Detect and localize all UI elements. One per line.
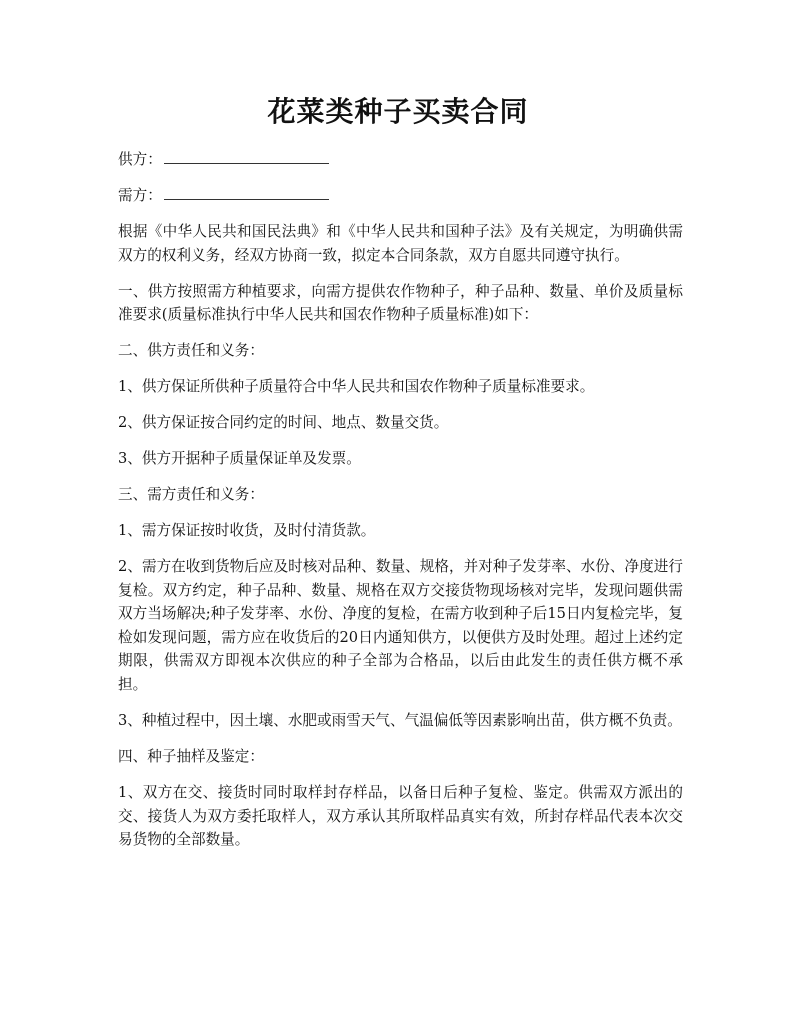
supplier-field xyxy=(118,148,683,172)
section-3-item-1: 1、需方保证按时收货，及时付清货款。 xyxy=(118,522,376,540)
section-2-heading: 二、供方责任和义务： xyxy=(118,342,264,360)
section-3-heading: 三、需方责任和义务： xyxy=(118,486,264,504)
section-4-item-1: 1、双方在交、接货时同时取样封存样品，以备日后种子复检、鉴定。供需双方派出的交、接货人为双方委托取样人，双方承认其所取样品真实有效，所封存样品代表本次交易货物的全部数量。 xyxy=(118,783,683,849)
buyer-label: 需方： xyxy=(118,186,162,204)
preamble-paragraph: 根据《中华人民共和国民法典》和《中华人民共和国种子法》及有关规定，为明确供需双方的权利义务，经双方协商一致，拟定本合同条款，双方自愿共同遵守执行。 xyxy=(118,222,683,264)
document-body xyxy=(118,148,683,864)
section-3-item-2: 2、需方在收到货物后应及时核对品种、数量、规格，并对种子发芽率、水份、净度进行复检。双方约定，种子品种、数量、规格在双方交接货物现场核对完毕，发现问题供需双方当场解决;种子发芽率、水份、净度的复检，在需方收到种子后15日内复检完毕，复检如发现问题，需方应在收货后的20日内通知供方，以便供方及时处理。超过上述约定期限，供需双方即视本次供应的种子全部为合格品，以后由此发生的责任供方概不承担。 xyxy=(118,558,683,693)
section-4-heading: 四、种子抽样及鉴定： xyxy=(118,747,264,765)
supplier-label: 供方： xyxy=(118,151,162,168)
document-title: 花菜类种子买卖合同 xyxy=(267,95,529,128)
section-2-item-2: 2、供方保证按合同约定的时间、地点、数量交货。 xyxy=(118,414,449,432)
buyer-blank-line xyxy=(164,199,329,200)
section-2-item-3: 3、供方开据种子质量保证单及发票。 xyxy=(118,450,361,468)
section-2-item-1: 1、供方保证所供种子质量符合中华人民共和国农作物种子质量标准要求。 xyxy=(118,378,595,396)
clause-1-supply-paragraph: 一、供方按照需方种植要求，向需方提供农作物种子，种子品种、数量、单价及质量标准要求(质量标准执行中华人民共和国农作物种子质量标准)如下： xyxy=(118,282,683,324)
supplier-blank-line xyxy=(164,163,329,164)
section-3-item-3: 3、种植过程中，因土壤、水肥或雨雪天气、气温偏低等因素影响出苗，供方概不负责。 xyxy=(118,711,682,729)
buyer-field xyxy=(118,184,683,208)
